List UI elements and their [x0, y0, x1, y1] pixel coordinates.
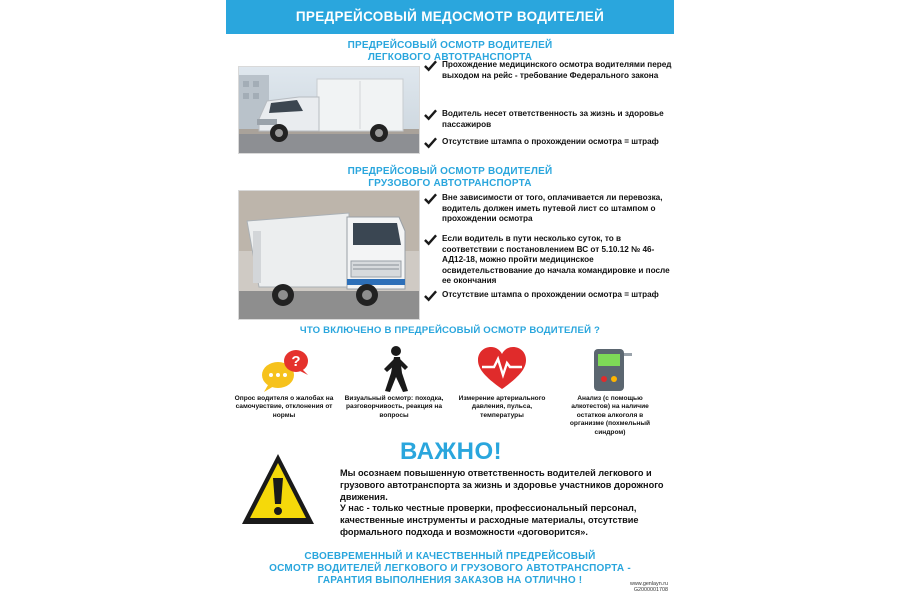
- footer-line: ОСМОТР ВОДИТЕЛЕЙ ЛЕГКОВОГО И ГРУЗОВОГО АВТОТРАНСПОРТА -: [269, 563, 631, 574]
- poster: [226, 0, 674, 600]
- check-item-text: Если водитель в пути несколько суток, то в соответствии с постановлением ВС от 5.10.12 № 46-АД12-18, можно пройти медицинское освидетельствование до начала командировке и после ее окончания: [442, 234, 670, 286]
- site-code: G2000001708: [633, 587, 668, 593]
- page-title: ПРЕДРЕЙСОВЫЙ МЕДОСМОТР ВОДИТЕЛЕЙ: [226, 0, 674, 34]
- section-truck-title-line1: ПРЕДРЕЙСОВЫЙ ОСМОТР ВОДИТЕЛЕЙ: [347, 166, 553, 177]
- feature-alcohol-test: [560, 345, 660, 437]
- check-icon: [424, 193, 437, 205]
- feature-caption: Визуальный осмотр: походка, разговорчивость, реакция на вопросы: [344, 395, 444, 419]
- section-light-title-line1: ПРЕДРЕЙСОВЫЙ ОСМОТР ВОДИТЕЛЕЙ: [347, 40, 553, 51]
- site-url: www.genlayn.ru: [629, 581, 668, 587]
- check-icon: [424, 234, 437, 246]
- important-text: [340, 468, 670, 539]
- check-item-text: Отсутствие штампа о прохождении осмотра = штраф: [442, 290, 659, 299]
- garbage-truck-illustration: [239, 191, 419, 319]
- garbage-truck-photo: [238, 190, 420, 320]
- check-item: [424, 60, 672, 81]
- important-paragraph: У нас - только честные проверки, профессиональный персонал, качественные инструменты и расходные материалы, отсутствие формального подхода и возможности «договорится».: [340, 503, 639, 537]
- feature-interview: [234, 345, 334, 420]
- breathalyzer-icon: [560, 345, 660, 393]
- check-icon: [424, 60, 437, 72]
- check-item-text: Водитель несет ответственность за жизнь и здоровье пассажиров: [442, 109, 664, 129]
- feature-measurement: [452, 345, 552, 420]
- feature-caption: Опрос водителя о жалобах на самочувствие, отклонения от нормы: [234, 395, 334, 419]
- check-icon: [424, 137, 437, 149]
- included-title: ЧТО ВКЛЮЧЕНО В ПРЕДРЕЙСОВЫЙ ОСМОТР ВОДИТЕЛЕЙ ?: [299, 325, 601, 336]
- check-item-text: Отсутствие штампа о прохождении осмотра = штраф: [442, 137, 659, 146]
- footer-line: ГАРАНТИЯ ВЫПОЛНЕНИЯ ЗАКАЗОВ НА ОТЛИЧНО !: [317, 575, 583, 586]
- footer-slogan: [226, 551, 674, 587]
- heart-pulse-icon: [452, 345, 552, 393]
- important-title: ВАЖНО!: [400, 438, 503, 465]
- check-item: [424, 137, 672, 148]
- feature-visual: [344, 345, 444, 420]
- check-icon: [424, 290, 437, 302]
- svg-text:?: ?: [291, 353, 301, 370]
- light-van-photo: [238, 66, 420, 154]
- site-credit: [630, 581, 668, 593]
- light-van-illustration: [239, 67, 419, 153]
- chat-question-icon: [234, 345, 334, 393]
- feature-caption: Измерение артериального давления, пульса, температуры: [458, 395, 546, 419]
- important-paragraph: Мы осознаем повышенную ответственность водителей легкового и грузового автотранспорта за жизнь и здоровье участников дорожного движения.: [340, 468, 664, 502]
- feature-caption: Анализ (с помощью алкотестов) на наличие остатков алкоголя в организме (похмельный синдром): [569, 395, 651, 436]
- check-item-text: Прохождение медицинского осмотра водителями перед выходом на рейс - требование Федерального закона: [442, 60, 672, 80]
- section-truck-title: [226, 166, 674, 189]
- check-item: [424, 290, 672, 301]
- check-icon: [424, 109, 437, 121]
- footer-line: СВОЕВРЕМЕННЫЙ И КАЧЕСТВЕННЫЙ ПРЕДРЕЙСОВЫЙ: [304, 551, 596, 562]
- check-item-text: Вне зависимости от того, оплачивается ли перевозка, водитель должен иметь путевой лист со штампом о прохождении осмотра: [442, 193, 663, 224]
- check-item: [424, 234, 672, 287]
- section-truck-title-line2: ГРУЗОВОГО АВТОТРАНСПОРТА: [368, 177, 532, 189]
- check-item: [424, 109, 672, 130]
- warning-triangle-icon: [240, 452, 316, 528]
- check-item: [424, 193, 672, 225]
- walking-man-icon: [344, 345, 444, 393]
- section-light-title-line2: ЛЕГКОВОГО АВТОТРАНСПОРТА: [367, 51, 533, 63]
